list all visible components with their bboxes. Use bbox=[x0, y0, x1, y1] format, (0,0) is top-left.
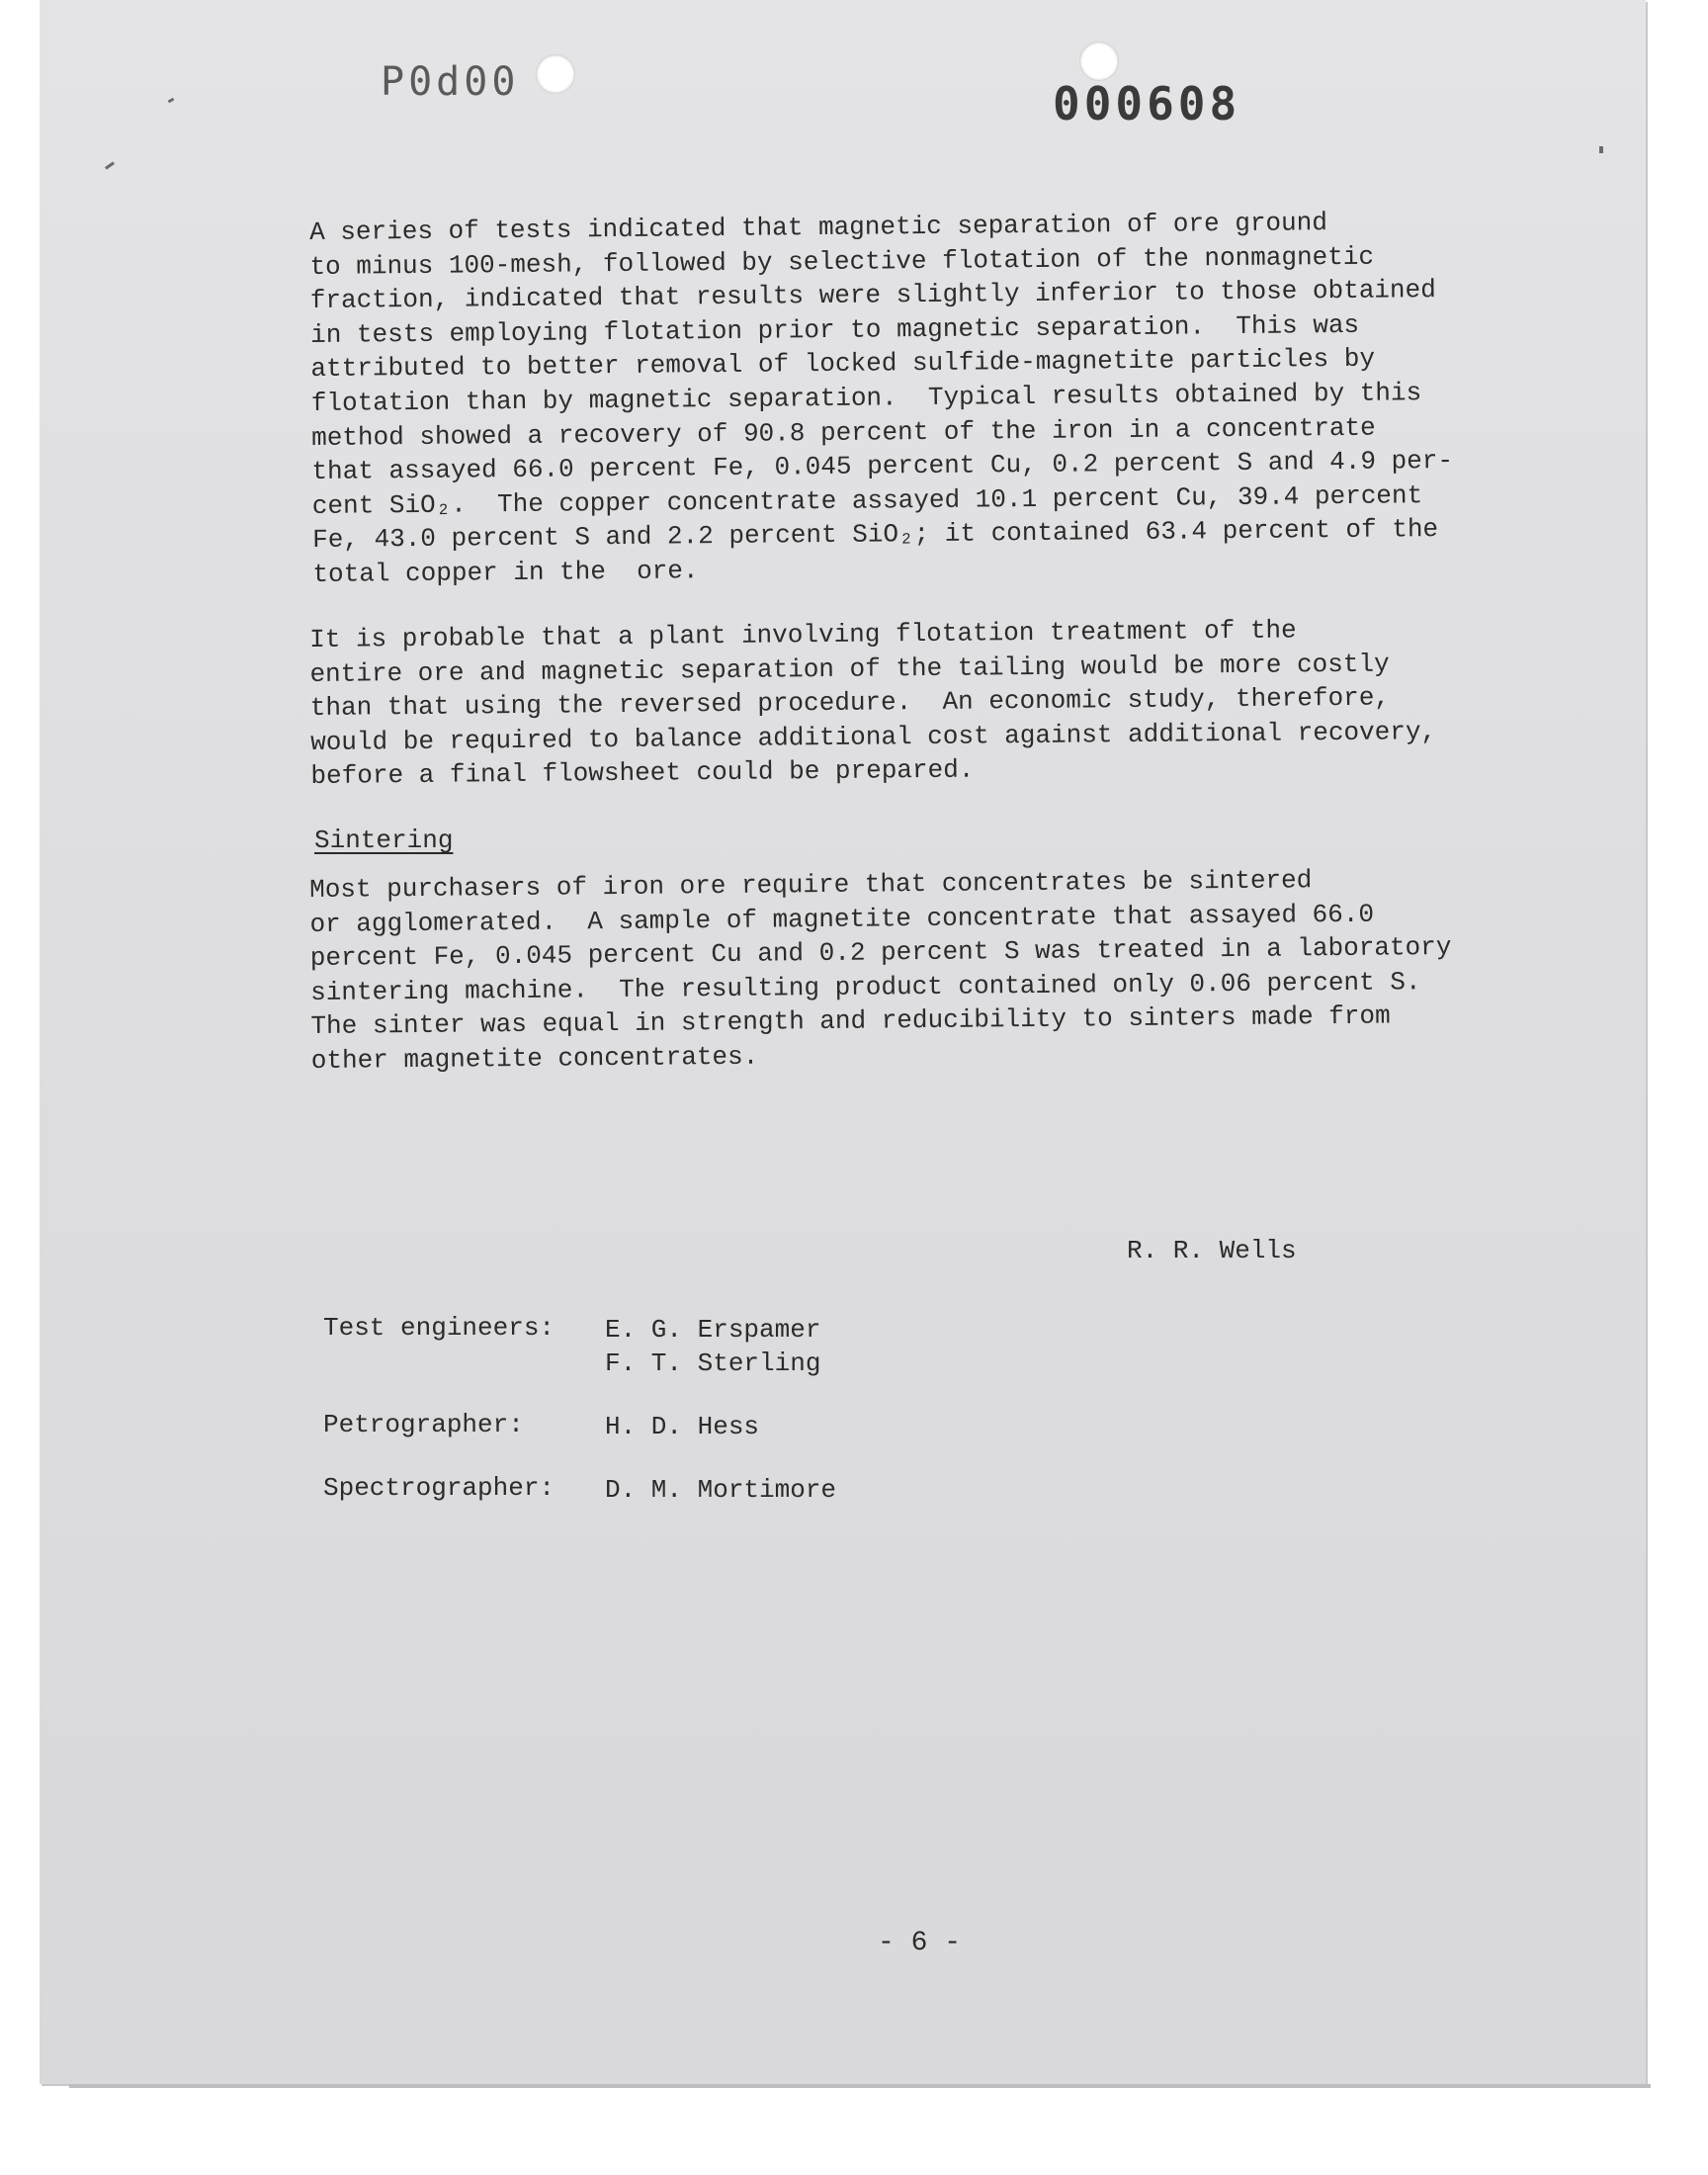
paragraph-economic-study: It is probable that a plant involving flotation treatment of the entire ore and magnetic separation of the tailing would be more costly than that using the reversed procedure. An economic study, therefore, would be required to balance additional cost against additional recovery, before a final flowsheet could be prepared. bbox=[309, 615, 1437, 792]
credit-names bbox=[605, 1473, 836, 1507]
stamp-number-right: 000608 bbox=[1053, 77, 1241, 130]
page-number: - 6 - bbox=[878, 1928, 962, 1958]
credit-name: E. G. Erspamer bbox=[605, 1315, 821, 1345]
credit-names bbox=[605, 1313, 820, 1380]
punch-hole-right bbox=[1079, 42, 1119, 81]
credit-role: Spectrographer: bbox=[323, 1473, 555, 1503]
paragraph-flotation-results: A series of tests indicated that magnetic separation of ore ground to minus 100-mesh, followed by selective flotation of the nonmagnetic fraction, indicated that results were slightly inferior to those obtained in tests employing flotation prior to magnetic separation. This was attributed to better removal of locked sulfide-magnetite particles by flotation than by magnetic separation. Typical results obtained by this method showed a recovery of 90.8 percent of the iron in a concentrate that assayed 66.0 percent Fe, 0.045 percent Cu, 0.2 percent S and 4.9 per- cent SiO₂. The copper concentrate assayed 10.1 percent Cu, 39.4 percent Fe, 43.0 percent S and 2.2 percent SiO₂; it contained 63.4 percent of the total copper in the ore. bbox=[309, 208, 1454, 589]
credits-block bbox=[323, 1313, 836, 1536]
sheet-edge bbox=[69, 2084, 1651, 2088]
stray-mark bbox=[1599, 146, 1603, 153]
stray-mark bbox=[168, 98, 175, 104]
credit-row-spectrographer bbox=[323, 1473, 836, 1507]
author-signature: R. R. Wells bbox=[1127, 1236, 1297, 1265]
credit-role: Petrographer: bbox=[323, 1410, 524, 1439]
section-heading-sintering: Sintering bbox=[314, 826, 454, 855]
punch-hole-left bbox=[536, 54, 575, 94]
paragraph-sintering: Most purchasers of iron ore require that concentrates be sintered or agglomerated. A sample of magnetite concentrate that assayed 66.0 percent Fe, 0.045 percent Cu and 0.2 percent S was treated in a laboratory sintering machine. The resulting product contained only 0.06 percent S. The sinter was equal in strength and reducibility to sinters made from other magnetite concentrates. bbox=[309, 865, 1452, 1076]
stray-mark bbox=[105, 161, 115, 169]
credit-names bbox=[605, 1410, 759, 1443]
credit-role: Test engineers: bbox=[323, 1313, 555, 1343]
credit-name: D. M. Mortimore bbox=[605, 1475, 837, 1505]
credit-row-petrographer bbox=[323, 1410, 836, 1443]
credit-row-test-engineers bbox=[323, 1313, 836, 1380]
credit-name: F. T. Sterling bbox=[605, 1348, 821, 1378]
credit-name: H. D. Hess bbox=[605, 1412, 760, 1441]
stamp-number-left: P0d00 bbox=[381, 59, 520, 105]
